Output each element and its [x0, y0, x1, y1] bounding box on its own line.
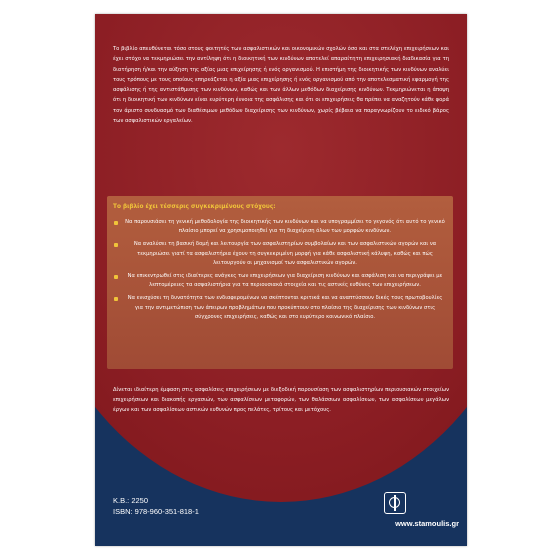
logo-bar: [394, 495, 396, 511]
publisher-website: www.stamoulis.gr: [395, 519, 459, 528]
bullet-square-icon: [114, 275, 118, 279]
goals-list: [113, 218, 447, 326]
goal-text: Να ενισχύσει τη δυνατότητα των ενδιαφερομένων να σκέπτονται κριτικά και να αναπτύσσουν δικές τους πρωτοβουλίες για την αντιμετώπιση των άπειρων προβλημάτων που προκύπτουν στο πλαίσιο της διαχείρισης των κινδύνων στις σύγχρονες επιχειρήσεις, καθώς και στο ευρύτερο κοινωνικό πλαίσιο.: [127, 295, 443, 320]
kb-code: Κ.Β.: 2250: [113, 496, 149, 505]
cover-content: [95, 14, 467, 546]
back-cover: [95, 14, 467, 546]
goal-text: Να επικεντρωθεί στις ιδιαίτερες ανάγκες των επιχειρήσεων για διαχείριση κινδύνων και ασφάλιση και να περιγράψει με λεπτομέρειες τα ασφαλιστήρια για τα περιουσιακά στοιχεία και τις αστικές ευθύνες των επιχειρήσεων.: [127, 273, 443, 289]
goal-item: [113, 272, 447, 290]
goal-text: Να αναλύσει τη βασική δομή και λειτουργία των ασφαλιστηρίων συμβολαίων και των ασφαλιστικών αγορών και να τεκμηριώσει γιατί τα ασφαλιστήρια έχουν τη συγκεκριμένη μορφή για κάθε ασφαλιστική κάλυψη, καθώς και πώς λειτουργούν οι μηχανισμοί των ασφαλιστικών αγορών.: [133, 241, 437, 266]
goals-title: Το βιβλίο έχει τέσσερις συγκεκριμένους στόχους:: [113, 204, 276, 210]
goal-item: [113, 240, 447, 268]
goals-panel: [107, 196, 453, 369]
goal-item: [113, 294, 447, 322]
cover-footer: [95, 486, 467, 546]
closing-paragraph: Δίνεται ιδιαίτερη έμφαση στις ασφαλίσεις επιχειρήσεων με διεξοδική παρουσίαση των ασφαλιστηρίων περιουσιακών στοιχείων επιχειρήσεων και διακοπής εργασιών, των ασφαλίσεων μεταφορών, των θαλάσσιων ασφαλίσεων, των ασφαλίσεων μεγάλων έργων και των ασφαλίσεων αστικών ευθυνών προς πελάτες, τρίτους και μετόχους.: [113, 387, 449, 413]
bullet-square-icon: [114, 297, 118, 301]
goal-item: [113, 218, 447, 236]
bullet-square-icon: [114, 221, 118, 225]
isbn: ISBN: 978-960-351-818-1: [113, 507, 199, 516]
bullet-square-icon: [114, 243, 118, 247]
goal-text: Να παρουσιάσει τη γενική μεθοδολογία της διοικητικής των κινδύνων και να υπογραμμίσει το γεγονός ότι αυτό το γενικό πλαίσιο μπορεί να χρησιμοποιηθεί για τη διαχείριση όλων των μορφών κινδύνων.: [125, 219, 445, 235]
publisher-logo-icon: [384, 492, 406, 514]
intro-paragraph: Το βιβλίο απευθύνεται τόσο στους φοιτητές των ασφαλιστικών και οικονομικών σχολών όσο και στα στελέχη επιχειρήσεων και έχει στόχο να τεκμηριώσει την αντίληψη ότι η διοικητική των κινδύνων αποτελεί απαραίτητη επιχειρησιακή διαδικασία για τη διατήρηση ή/και την αύξηση της αξίας μιας επιχείρησης ή ενός οργανισμού. Η επιστήμη της διοικητικής των κινδύνων αναλύει τους τρόπους με τους οποίους επηρεάζεται η αξία μιας επιχείρησης ή ενός οργανισμού από την αποτελεσματική εφαρμογή της ασφάλισης ή της αντιστάθμισης των κινδύνων, καθώς και των άλλων μεθόδων διαχείρισης κινδύνων. Τεκμηριώνεται η άποψη ότι η διοικητική των κινδύνων είναι ευρύτερη έννοια της ασφάλισης και ότι οι επιχειρήσεις θα πρέπει να αναζητούν κάθε φορά τον άριστο συνδυασμό των διαθέσιμων μεθόδων διαχείρισης των κινδύνων, χωρίς βέβαια να παραγνωρίζουν το ειδικό βάρος των ασφαλιστικών εργαλείων.: [113, 46, 449, 125]
